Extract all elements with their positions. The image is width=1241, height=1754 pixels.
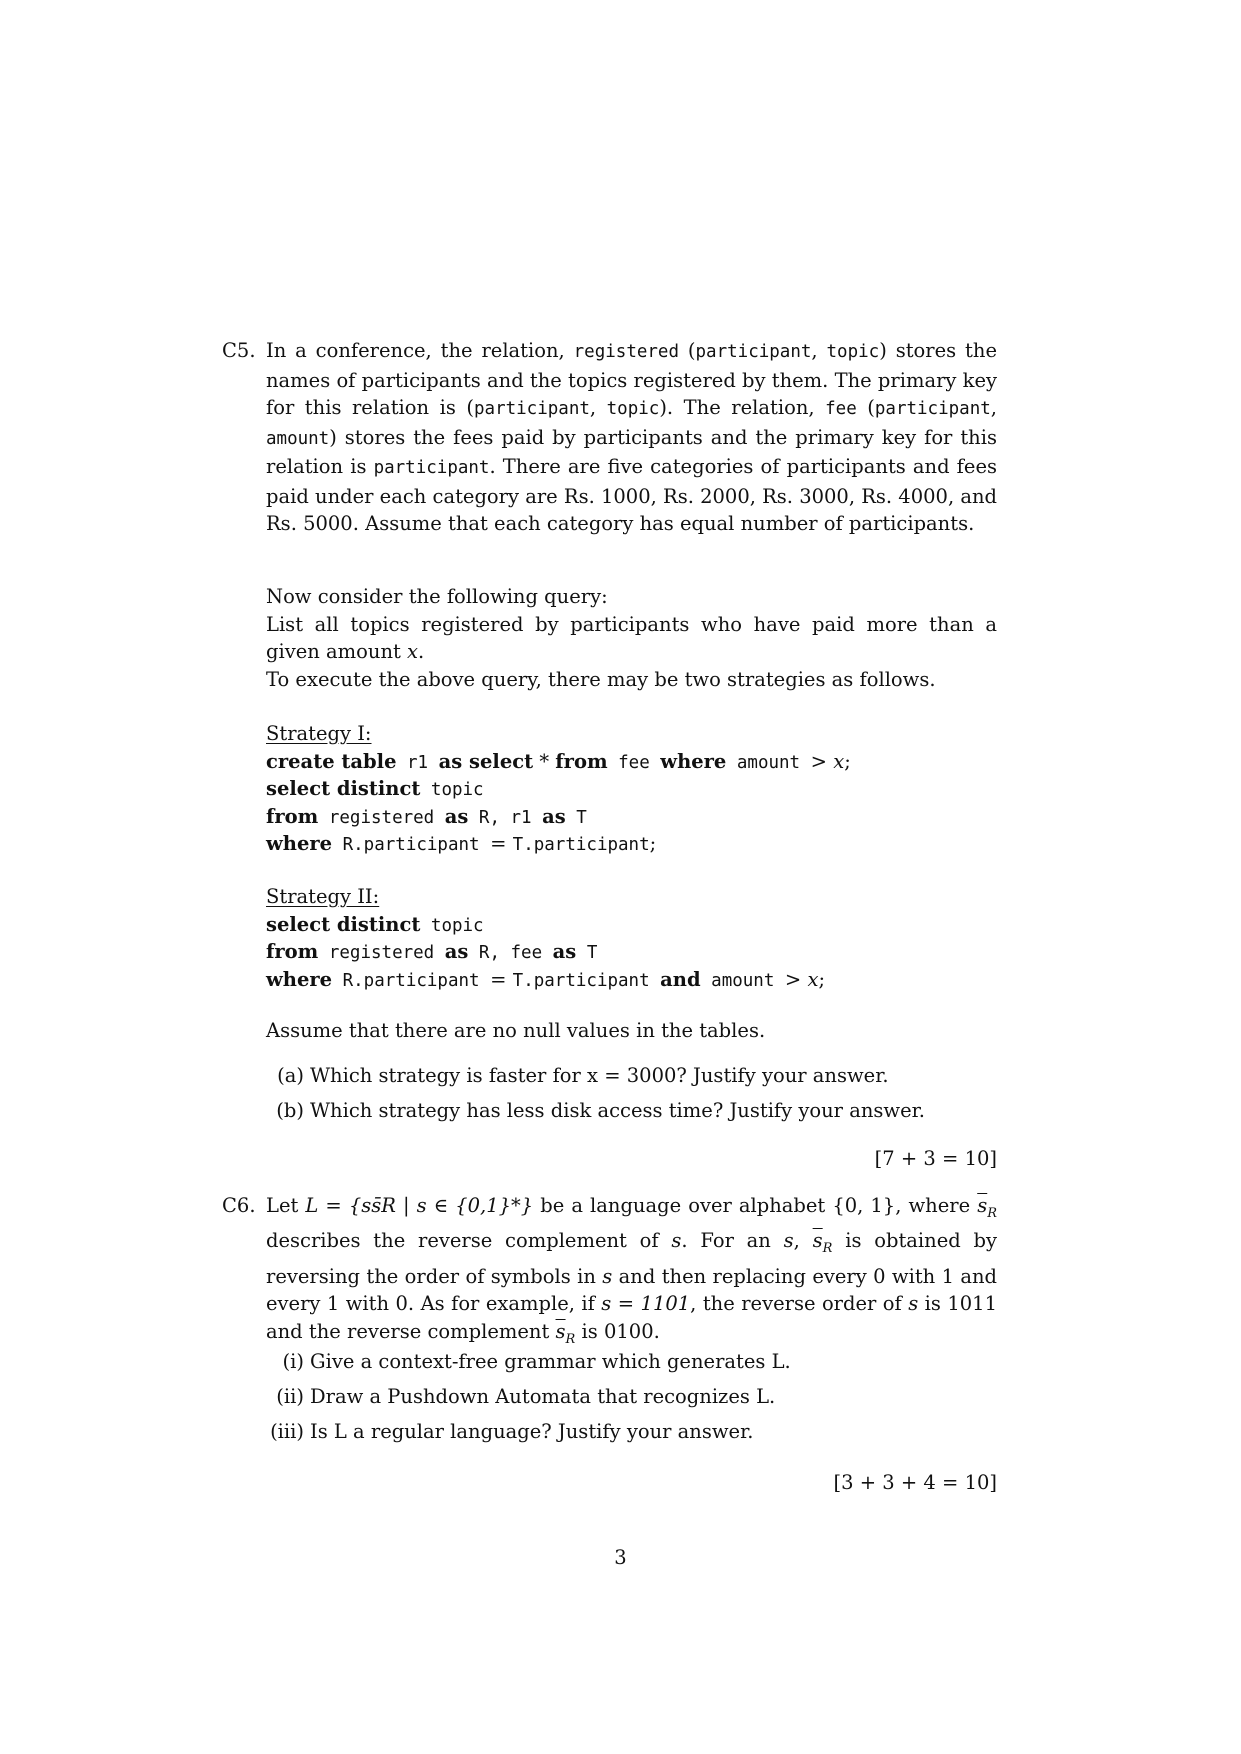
list-item: (a) Which strategy is faster for x = 3000? Justify your answer. [277, 1064, 889, 1087]
strategy-1-title: Strategy I: [266, 722, 372, 745]
question-c6 [222, 1192, 998, 1494]
query-intro: Now consider the following query: [266, 585, 608, 608]
strategy-sentence: To execute the above query, there may be two strategies as follows. [266, 667, 936, 691]
assumption: Assume that there are no null values in the tables. [266, 1019, 766, 1042]
strategy-2 [266, 883, 997, 993]
c6-paragraph: Let L = {ss̄R | s ∈ {0,1}*} be a language over alphabet {0, 1}, where $\overline{s}_R$ describes the reverse complement of s. For an s, $\overline{s}_R$ is obtained by reversing the order of symbols in s and then replacing every 0 with 1 and every 1 with 0. As for example, if s = 1101, the reverse order of s is 1011 and the reverse complement $\overline{s}_R$ is 0100. [266, 1194, 998, 1347]
strategy-1 [266, 720, 997, 858]
c5-query-block [266, 583, 997, 693]
c6-marks: [3 + 3 + 4 = 10] [833, 1471, 997, 1494]
code-line: select distinct topic [266, 777, 484, 800]
code-line: where R.participant = T.participant; [266, 832, 657, 855]
list-item: (b) Which strategy has less disk access time? Justify your answer. [276, 1099, 926, 1122]
code-line: create table r1 as select * from fee where amount > x; [266, 749, 851, 773]
code-line: select distinct topic [266, 912, 484, 936]
strategy-2-title: Strategy II: [266, 885, 380, 908]
question-label: C6. [222, 1194, 256, 1217]
question-label: C5. [222, 339, 256, 362]
code-line: from registered as R, fee as T [266, 940, 598, 963]
page-number: 3 [614, 1546, 627, 1569]
code-line: where R.participant = T.participant and amount > x; [266, 967, 826, 991]
code-line: from registered as R, r1 as T [266, 804, 587, 828]
question-c5 [222, 337, 998, 1170]
c5-intro-paragraph: In a conference, the relation, registered (participant, topic) stores the names of participants and the topics registered by them. The primary key for this relation is (participant, topic). The relation, fee (participant, amount) stores the fees paid by participants and the primary key for this relation is participant. There are five categories of participants and fees paid under each category are Rs. 1000, Rs. 2000, Rs. 3000, Rs. 4000, and Rs. 5000. Assume that each category has equal number of participants. [266, 339, 998, 535]
strategy-1-code [266, 748, 997, 858]
list-item: (i) Give a context-free grammar which generates L. [282, 1350, 791, 1373]
strategy-2-code [266, 911, 997, 994]
c5-marks: [7 + 3 = 10] [874, 1147, 997, 1170]
set-definition: L = {ss̄R | s ∈ {0,1}*} [305, 1194, 534, 1217]
list-item: (ii) Draw a Pushdown Automata that recognizes L. [276, 1385, 776, 1408]
list-item: (iii) Is L a regular language? Justify your answer. [270, 1420, 754, 1443]
query-text: List all topics registered by participants who have paid more than a given amount x. [266, 612, 997, 663]
